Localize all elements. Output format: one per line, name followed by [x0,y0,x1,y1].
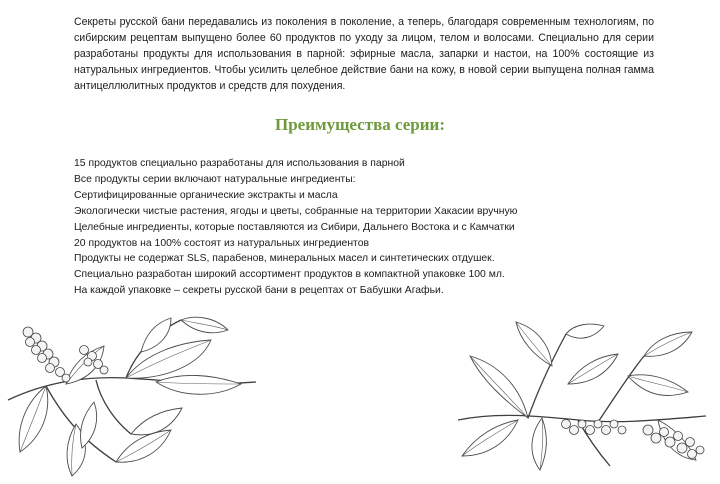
benefit-item: Специально разработан широкий ассортимент продуктов в компактной упаковке 100 мл. [74,269,505,281]
benefit-item: Экологически чистые растения, ягоды и цветы, собранные на территории Хакасии вручную [74,205,518,217]
berry-branch-right-illustration [448,320,710,476]
benefit-item: Сертифицированные органические экстракты и масла [74,189,338,201]
section-heading: Преимущества серии: [274,115,446,134]
benefits-list [74,156,674,299]
benefit-item: Продукты не содержат SLS, парабенов, минеральных масел и синтетических отдушек. [74,253,495,265]
benefit-item: Целебные ингредиенты, которые поставляются из Сибири, Дальнего Востока и с Камчатки [74,221,515,233]
benefit-item: 20 продуктов на 100% состоят из натуральных ингредиентов [74,237,370,249]
benefit-item: Все продукты серии включают натуральные ингредиенты: [74,173,356,185]
berry-cluster-icon [23,327,70,382]
benefit-item: 15 продуктов специально разработаны для использования в парной [74,158,405,169]
intro-paragraph: Секреты русской бани передавались из поколения в поколение, а теперь, благодаря современным технологиям, по сибирским рецептам выпущено более 60 продуктов по уходу за лицом, телом и волосами. Специально для серии разработаны продукты для использования в парной: эфирные масла, запарки и настои, на 100% состоящие из натуральных ингредиентов. Чтобы усилить целебное действие бани на кожу, в новой серии выпущена полная гамма антицеллюлитных продуктов и средств для похудения. [74,16,654,92]
berry-branch-left-illustration [6,312,266,480]
benefit-item: На каждой упаковке – секреты русской бани в рецептах от Бабушки Агафьи. [74,285,444,297]
